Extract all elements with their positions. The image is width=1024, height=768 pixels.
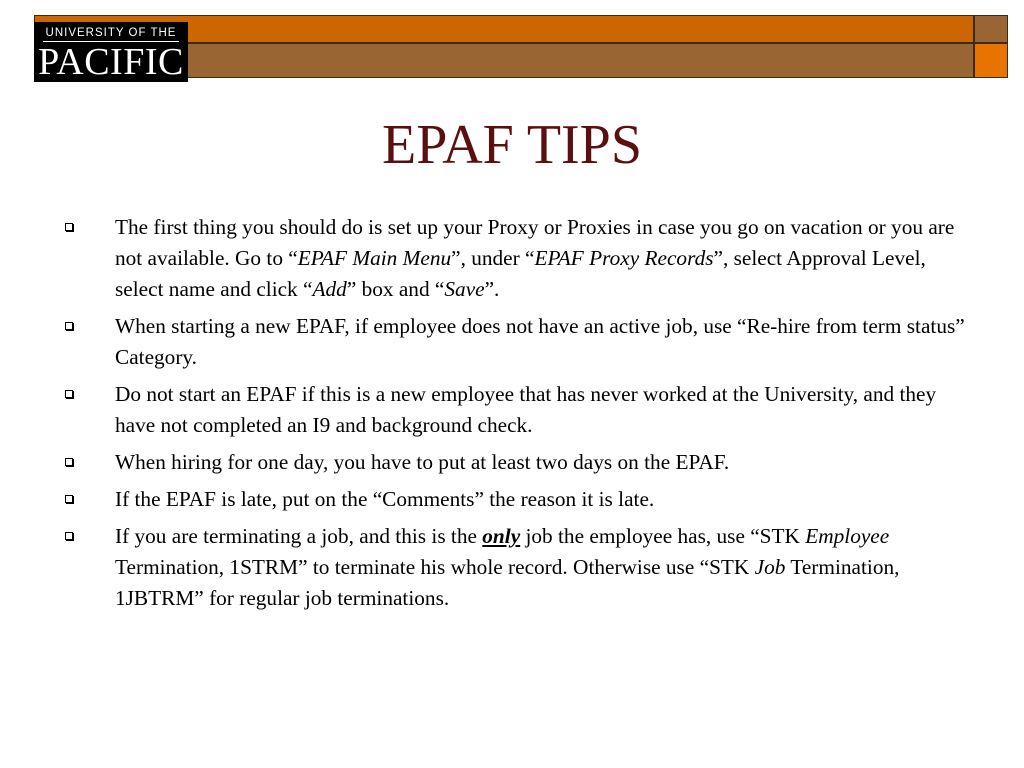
- square-bullet-icon: [65, 223, 73, 231]
- menu-name: EPAF Proxy Records: [534, 246, 714, 270]
- bullet-text: When starting a new EPAF, if employee does not have an active job, use “Re-hire from term status” Category.: [115, 314, 965, 369]
- university-logo: [34, 22, 188, 82]
- logo-main-text: PACIFIC: [38, 41, 184, 83]
- emphasis-only: only: [482, 524, 521, 548]
- slide-title: EPAF TIPS: [382, 114, 642, 176]
- bullet-item: [64, 447, 974, 478]
- bullet-text: The first thing you should do is set up your Proxy or Proxies in case you go on vacation or you are not available. Go to “EPAF Main Menu”, under “EPAF Proxy Records”, select Approval Level, select name and click “Add” box and “Save”.: [115, 215, 955, 301]
- bullet-list: [64, 212, 974, 620]
- bullet-item: [64, 484, 974, 515]
- bullet-item: [64, 311, 974, 373]
- bullet-text: If the EPAF is late, put on the “Comments” the reason it is late.: [115, 487, 655, 511]
- menu-name: EPAF Main Menu: [297, 246, 452, 270]
- logo-top-text: UNIVERSITY OF THE: [45, 27, 177, 39]
- bullet-text: When hiring for one day, you have to put at least two days on the EPAF.: [115, 450, 730, 474]
- header-bar-bottom-end: [974, 43, 1008, 78]
- button-name: Save: [444, 277, 485, 301]
- bullet-item: [64, 521, 974, 614]
- square-bullet-icon: [65, 458, 73, 466]
- square-bullet-icon: [65, 495, 73, 503]
- square-bullet-icon: [65, 532, 73, 540]
- bullet-text: Do not start an EPAF if this is a new employee that has never worked at the University, and they have not completed an I9 and background check.: [115, 382, 937, 437]
- bullet-item: [64, 212, 974, 305]
- square-bullet-icon: [65, 390, 73, 398]
- bullet-text: If you are terminating a job, and this is the only job the employee has, use “STK Employee Termination, 1STRM” to terminate his whole record. Otherwise use “STK Job Termination, 1JBTRM” for regular job terminations.: [115, 524, 900, 610]
- header-bar-top-end: [974, 15, 1008, 43]
- bullet-item: [64, 379, 974, 441]
- square-bullet-icon: [65, 322, 73, 330]
- button-name: Add: [312, 277, 347, 301]
